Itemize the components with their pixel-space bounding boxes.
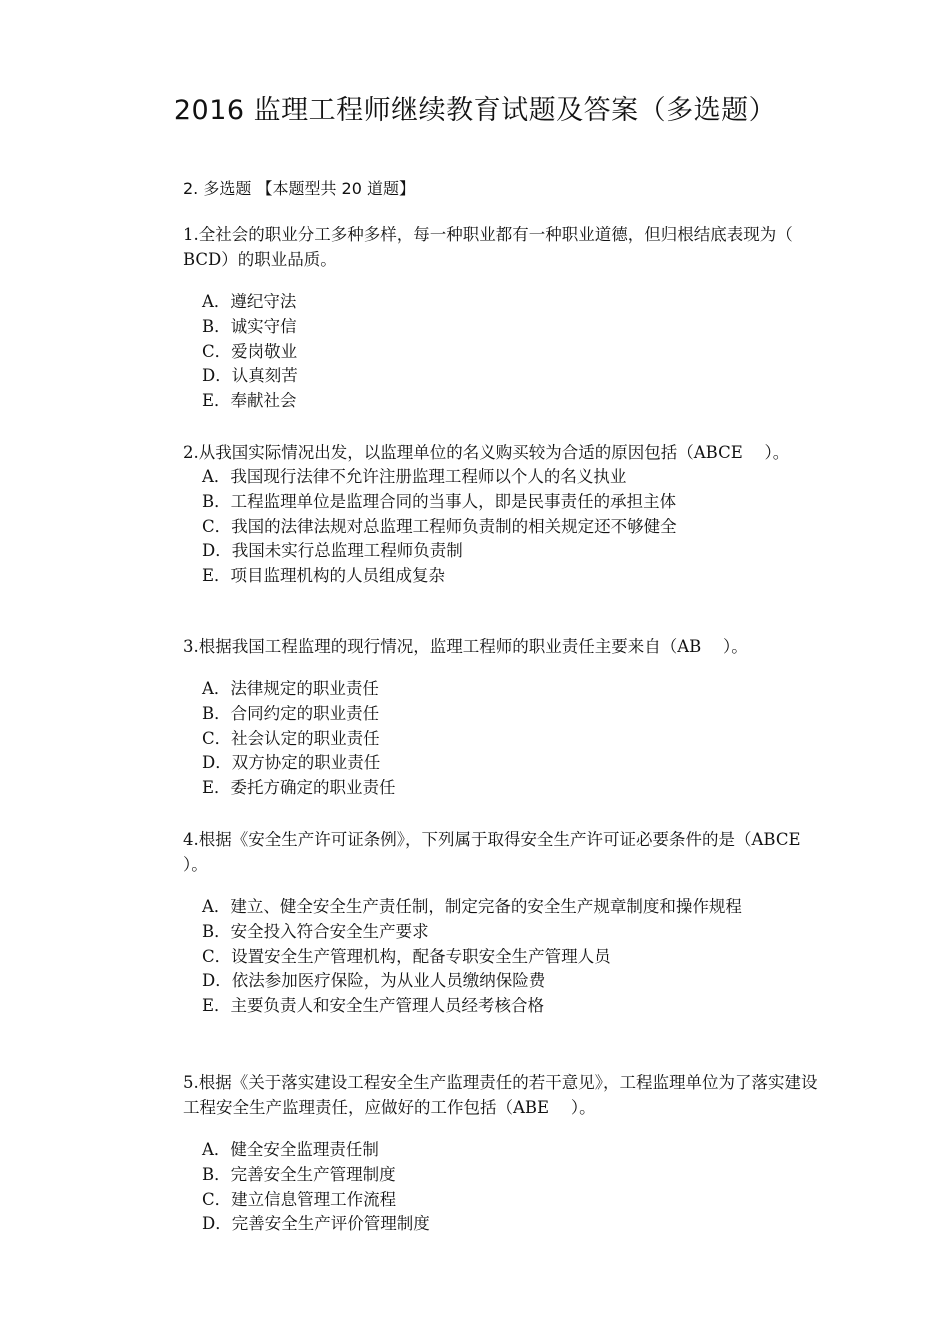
- question-5: [183, 1070, 823, 1237]
- question-stem: 1.全社会的职业分工多种多样，每一种职业都有一种职业道德，但归根结底表现为（ BCD）的职业品质。: [183, 225, 815, 269]
- option-b: B．诚实守信: [202, 316, 297, 336]
- section-heading: 2. 多选题 【本题型共 20 道题】: [183, 179, 415, 198]
- option-a: A．健全安全监理责任制: [202, 1140, 379, 1159]
- question-stem: 3.根据我国工程监理的现行情况，监理工程师的职业责任主要来自（AB ）。: [183, 637, 748, 656]
- option-list: [183, 290, 823, 414]
- option-c: C．社会认定的职业责任: [202, 728, 380, 748]
- option-c: C．建立信息管理工作流程: [202, 1189, 397, 1209]
- question-stem: 4.根据《安全生产许可证条例》，下列属于取得安全生产许可证必要条件的是（ABCE ）。: [183, 830, 823, 874]
- option-b: B．工程监理单位是监理合同的当事人，即是民事责任的承担主体: [202, 491, 677, 511]
- question-stem: 2.从我国实际情况出发，以监理单位的名义购买较为合适的原因包括（ABCE ）。: [183, 443, 790, 462]
- option-e: E．项目监理机构的人员组成复杂: [202, 566, 446, 586]
- option-b: B．合同约定的职业责任: [202, 703, 380, 723]
- option-list: [183, 895, 823, 1019]
- option-c: C．我国的法律法规对总监理工程师负责制的相关规定还不够健全: [202, 516, 677, 536]
- option-list: [183, 1138, 823, 1237]
- option-c: C．爱岗敬业: [202, 341, 298, 361]
- option-a: A．遵纪守法: [202, 292, 297, 311]
- option-e: E．委托方确定的职业责任: [202, 778, 396, 798]
- option-e: E．奉献社会: [202, 391, 297, 411]
- question-3: [183, 634, 823, 801]
- option-d: D．依法参加医疗保险，为从业人员缴纳保险费: [202, 971, 546, 991]
- option-d: D．完善安全生产评价管理制度: [202, 1214, 430, 1234]
- option-list: [183, 677, 823, 801]
- option-d: D．我国未实行总监理工程师负责制: [202, 541, 463, 561]
- question-1: [183, 222, 823, 414]
- option-a: A．我国现行法律不允许注册监理工程师以个人的名义执业: [202, 467, 627, 486]
- option-c: C．设置安全生产管理机构，配备专职安全生产管理人员: [202, 946, 611, 966]
- option-list: [183, 465, 823, 589]
- option-e: E．主要负责人和安全生产管理人员经考核合格: [202, 996, 545, 1016]
- option-d: D．认真刻苦: [202, 366, 298, 386]
- option-b: B．安全投入符合安全生产要求: [202, 921, 429, 941]
- option-a: A．建立、健全安全生产责任制，制定完备的安全生产规章制度和操作规程: [202, 897, 742, 916]
- option-d: D．双方协定的职业责任: [202, 753, 381, 773]
- question-2: [183, 440, 823, 589]
- option-b: B．完善安全生产管理制度: [202, 1164, 396, 1184]
- question-4: [183, 827, 823, 1019]
- document-title: 2016 监理工程师继续教育试题及答案（多选题）: [173, 95, 777, 126]
- option-a: A．法律规定的职业责任: [202, 679, 379, 698]
- question-stem: 5.根据《关于落实建设工程安全生产监理责任的若干意见》，工程监理单位为了落实建设工程安全生产监理责任，应做好的工作包括（ABE ）。: [183, 1073, 818, 1117]
